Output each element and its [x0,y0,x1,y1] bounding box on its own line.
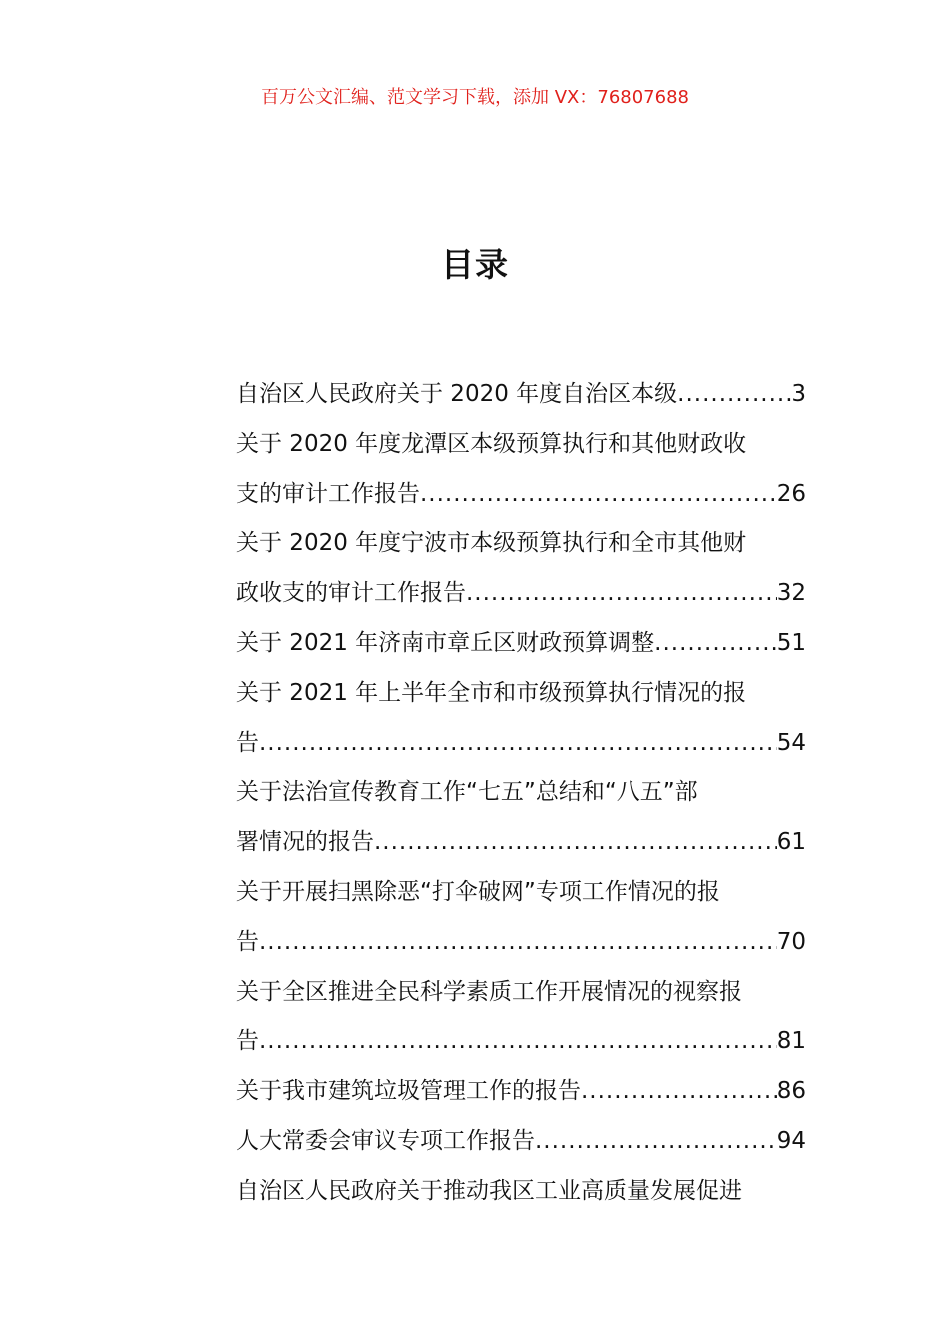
toc-entry [236,519,806,569]
toc-entry-text: 关于 2021 年济南市章丘区财政预算调整 [236,629,655,656]
toc-entry-text: 告 [236,729,259,756]
toc-leader [581,1067,777,1117]
toc-page-number: 32 [776,580,806,607]
toc-entry-text: 关于开展扫黑除恶“打伞破网”专项工作情况的报 [236,878,720,905]
toc-entry-text: 关于 2021 年上半年全市和市级预算执行情况的报 [236,679,747,706]
toc-entry-text: 署情况的报告 [236,829,374,856]
toc-entry-text: 人大常委会审议专项工作报告 [236,1127,535,1154]
toc-leader [259,1017,777,1067]
toc-entry-text: 关于全区推进全民科学素质工作开展情况的视察报 [236,978,742,1005]
toc-leader [259,719,777,769]
toc-entry-text: 告 [236,928,259,955]
toc-entry-text: 关于 2020 年度龙潭区本级预算执行和其他财政收 [236,430,747,457]
toc-entry [236,768,806,818]
toc-leader [466,569,777,619]
toc-entry [236,918,806,968]
toc-entry-text: 关于法治宣传教育工作“七五”总结和“八五”部 [236,779,698,806]
toc-entry [236,420,806,470]
toc-entry [236,719,806,769]
toc-entry [236,868,806,918]
toc-entry-text: 告 [236,1028,259,1055]
toc-page-number: 81 [776,1028,806,1055]
toc-page-number: 94 [776,1127,806,1154]
toc-entry-text: 关于我市建筑垃圾管理工作的报告 [236,1078,581,1105]
toc-entry [236,470,806,520]
toc-entry [236,1117,806,1167]
toc-leader [420,470,777,520]
toc-entry [236,569,806,619]
toc-entry [236,619,806,669]
toc-entry-text: 自治区人民政府关于 2020 年度自治区本级 [236,381,678,407]
toc-list [236,370,806,1217]
toc-entry-text: 政收支的审计工作报告 [236,580,466,607]
toc-entry [236,1017,806,1067]
toc-page-number: 54 [776,729,806,756]
toc-entry [236,1167,806,1217]
toc-entry [236,370,806,420]
page-title: 目录 [441,245,509,284]
toc-page-number: 70 [776,928,806,955]
toc-leader [374,818,777,868]
toc-entry-text: 关于 2020 年度宁波市本级预算执行和全市其他财 [236,530,747,557]
toc-page-number: 3 [791,381,806,407]
toc-leader [654,619,777,669]
toc-leader [535,1117,777,1167]
header-note: 百万公文汇编、范文学习下载，添加 VX：76807688 [261,87,689,108]
toc-page-number: 86 [776,1078,806,1105]
toc-entry-text: 支的审计工作报告 [236,480,420,507]
toc-page-number: 26 [776,480,806,507]
toc-page-number: 61 [776,829,806,856]
toc-entry [236,1067,806,1117]
toc-leader [677,370,791,420]
toc-entry-text: 自治区人民政府关于推动我区工业高质量发展促进 [236,1177,742,1204]
toc-leader [259,918,777,968]
toc-entry [236,818,806,868]
toc-entry [236,968,806,1018]
toc-entry [236,669,806,719]
toc-page-number: 51 [776,629,806,656]
